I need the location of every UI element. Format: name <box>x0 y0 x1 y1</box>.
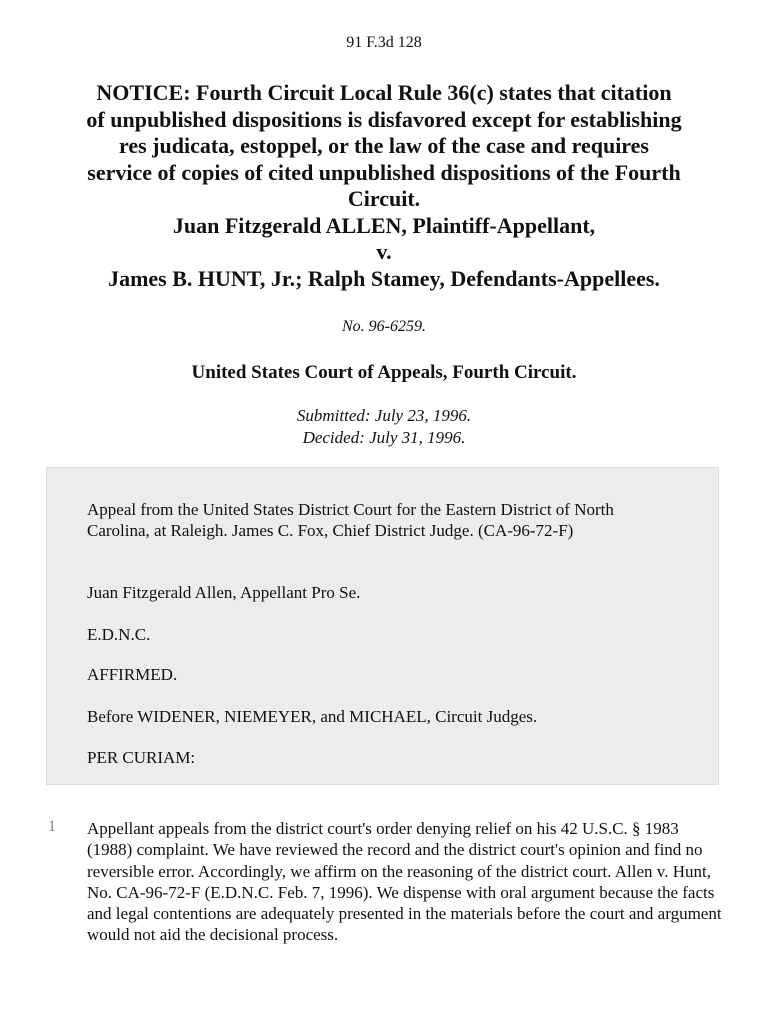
case-summary-box <box>46 467 719 785</box>
notice-line: of unpublished dispositions is disfavored except for establishing <box>86 106 682 132</box>
docket-number: No. 96-6259. <box>342 318 426 335</box>
district-text: E.D.N.C. <box>87 625 151 644</box>
disposition-text: AFFIRMED. <box>87 665 178 684</box>
counsel-text: Juan Fitzgerald Allen, Appellant Pro Se. <box>87 583 361 602</box>
plaintiff-party: Juan Fitzgerald ALLEN, Plaintiff-Appellant, <box>172 212 596 238</box>
notice-line: Circuit. <box>347 186 421 211</box>
court-name: United States Court of Appeals, Fourth Circuit. <box>191 362 577 383</box>
case-dates <box>0 405 768 449</box>
submitted-date: Submitted: July 23, 1996. <box>296 406 472 425</box>
decided-date: Decided: July 31, 1996. <box>302 428 466 447</box>
opinion-text: Appellant appeals from the district court's order denying relief on his 42 U.S.C. § 1983 (1988) complaint. We have reviewed the record and the district court's opinion and find no reversible error. Accordingly, we affirm on the reasoning of the district court. Allen v. Hunt, No. CA-96-72-F (E.D.N.C. Feb. 7, 1996). We dispense with oral argument because the facts and legal contentions are adequately presented in the materials before the court and argument would not aid the decisional process. <box>87 819 722 945</box>
reporter-citation: 91 F.3d 128 <box>346 34 422 51</box>
notice-line: service of copies of cited unpublished dispositions of the Fourth <box>87 159 681 185</box>
notice-line: res judicata, estoppel, or the law of the case and requires <box>118 133 649 158</box>
case-title-block <box>30 80 738 292</box>
appeal-from-text: Appeal from the United States District Court for the Eastern District of North Carolina, at Raleigh. James C. Fox, Chief District Judge. (CA-96-72-F) <box>87 500 614 540</box>
defendants-party: James B. HUNT, Jr.; Ralph Stamey, Defendants-Appellees. <box>108 265 660 291</box>
versus: v. <box>376 239 392 264</box>
notice-line: NOTICE: Fourth Circuit Local Rule 36(c) states that citation <box>96 80 672 105</box>
per-curiam-text: PER CURIAM: <box>87 748 196 767</box>
panel-text: Before WIDENER, NIEMEYER, and MICHAEL, Circuit Judges. <box>87 707 538 726</box>
paragraph-number: 1 <box>48 818 56 835</box>
